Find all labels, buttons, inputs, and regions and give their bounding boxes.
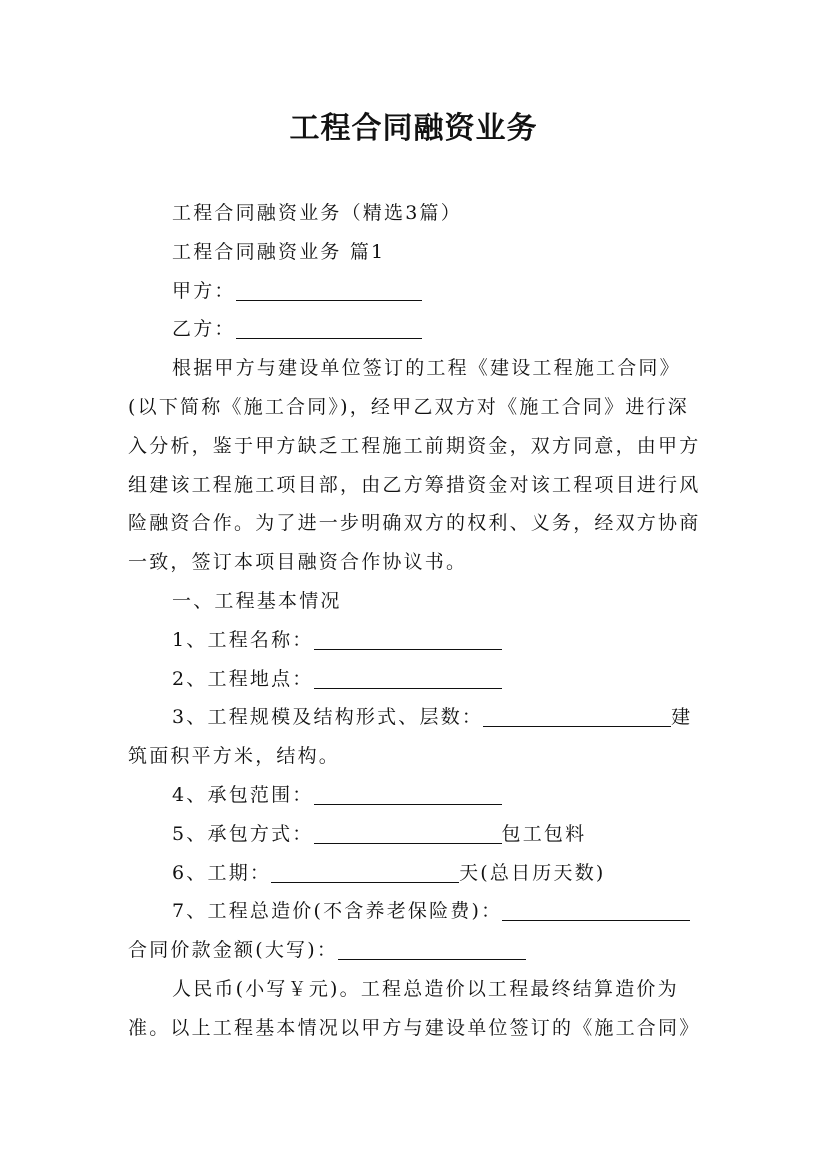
item-5-label: 5、承包方式：: [172, 822, 314, 845]
item-3-blank: [483, 700, 671, 727]
item-5-suffix: 包工包料: [501, 822, 587, 845]
part-one-heading: 一、工程基本情况: [172, 589, 342, 612]
contract-amount-blank: [338, 933, 526, 960]
item-1-blank: [314, 623, 502, 650]
item-4-line: [128, 776, 708, 815]
item-3-label: 3、工程规模及结构形式、层数：: [172, 706, 484, 729]
item-1-label: 1、工程名称：: [172, 628, 314, 651]
contract-amount-label: 合同价款金额(大写)：: [128, 939, 339, 962]
item-6-suffix: 天(总日历天数): [459, 861, 606, 884]
item-7-label: 7、工程总造价(不含养老保险费)：: [172, 900, 503, 923]
heading-line: 工程合同融资业务（精选3篇）: [172, 202, 462, 224]
party-a-label: 甲方：: [172, 279, 236, 302]
document-title: 工程合同融资业务: [289, 111, 538, 146]
party-b-line: [128, 310, 708, 349]
item-6-line: [128, 854, 708, 893]
item-5-line: [128, 815, 708, 854]
item-2-label: 2、工程地点：: [172, 667, 314, 690]
party-a-line: [128, 272, 708, 311]
item-7-line: [128, 892, 708, 970]
item-2-line: [128, 660, 708, 699]
closing-paragraph: 人民币(小写￥元)。工程总造价以工程最终结算造价为准。以上工程基本情况以甲方与建设单位签订的《施工合同》: [128, 977, 701, 1039]
party-b-label: 乙方：: [172, 318, 236, 341]
intro-paragraph: 根据甲方与建设单位签订的工程《建设工程施工合同》(以下简称《施工合同》)，经甲乙双方对《施工合同》进行深入分析，鉴于甲方缺乏工程施工前期资金，双方同意，由甲方组建该工程施工项目部，由乙方筹措资金对该工程项目进行风险融资合作。为了进一步明确双方的权利、义务，经双方协商一致，签订本项目融资合作协议书。: [128, 357, 701, 574]
section-title: 工程合同融资业务 篇1: [172, 240, 386, 263]
item-6-blank: [271, 856, 459, 883]
item-7-blank: [502, 894, 690, 921]
item-1-line: [128, 621, 708, 660]
party-b-blank: [236, 312, 422, 339]
document-body: [128, 194, 708, 1048]
item-2-blank: [314, 662, 502, 689]
item-4-label: 4、承包范围：: [172, 783, 314, 806]
item-3-line: [128, 698, 708, 776]
item-4-blank: [314, 778, 502, 805]
item-5-blank: [314, 817, 502, 844]
item-6-label: 6、工期：: [172, 861, 272, 884]
item-3-suffix: 建筑面积平方米，结构。: [128, 706, 693, 768]
party-a-blank: [236, 274, 422, 301]
